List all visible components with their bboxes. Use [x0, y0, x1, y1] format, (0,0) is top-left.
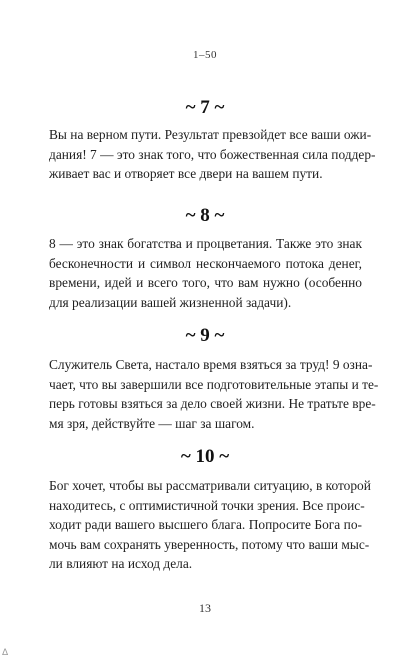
paragraph-line: ходит ради вашего высшего блага. Попросите Бога по-: [49, 517, 362, 532]
running-head: 1–50: [193, 49, 217, 61]
section-7-paragraph: [49, 125, 376, 184]
section-10-paragraph: [49, 476, 371, 574]
paragraph-line: мочь вам сохранять уверенность, потому что ваши мыс-: [49, 536, 370, 552]
paragraph-line: Бог хочет, чтобы вы рассматривали ситуацию, в которой: [49, 478, 371, 493]
paragraph-line: живает вас и отворяет все двери на вашем пути.: [49, 166, 323, 181]
paragraph-line: ли влияют на исход дела.: [49, 556, 193, 571]
page-number: 13: [199, 601, 211, 615]
corner-triangle-mark: Δ: [2, 648, 9, 658]
paragraph-line: дания! 7 — это знак того, что божественная сила поддер-: [49, 146, 376, 162]
paragraph-line: чает, что вы завершили все подготовительные этапы и те-: [49, 376, 379, 392]
section-title-7: ~ 7 ~: [185, 97, 225, 118]
section-title-9: ~ 9 ~: [185, 325, 225, 346]
section-8-paragraph: [49, 234, 362, 312]
paragraph-line: времени, идей и всего того, что вам нужно (особенно: [49, 275, 362, 290]
section-title-8: ~ 8 ~: [185, 205, 225, 226]
paragraph-line: для реализации вашей жизненной задачи).: [49, 294, 292, 310]
paragraph-line: Служитель Света, настало время взяться за труд! 9 озна-: [49, 357, 373, 372]
paragraph-line: бесконечности и символ нескончаемого потока денег,: [49, 255, 362, 271]
paragraph-line: перь готовы взяться за дело своей жизни. Не тратьте вре-: [49, 396, 376, 411]
section-title-10: ~ 10 ~: [180, 446, 230, 467]
paragraph-line: мя зря, действуйте — шаг за шагом.: [49, 415, 255, 431]
paragraph-line: находитесь, с оптимистичной точки зрения. Все проис-: [49, 497, 365, 513]
paragraph-line: 8 — это знак богатства и процветания. Также это знак: [49, 236, 362, 251]
paragraph-line: Вы на верном пути. Результат превзойдет все ваши ожи-: [49, 127, 372, 142]
section-9-paragraph: [49, 355, 379, 433]
